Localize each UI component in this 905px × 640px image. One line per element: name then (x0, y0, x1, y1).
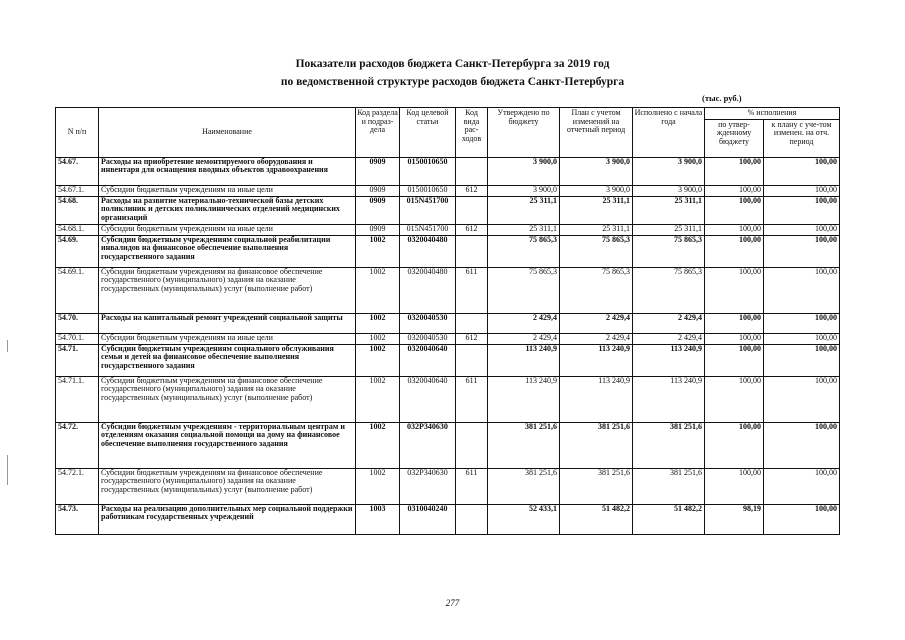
col-pct-group: % исполнения (705, 108, 840, 120)
table-row (56, 422, 840, 468)
cell-plan: 3 900,0 (560, 185, 633, 196)
cell-pct1: 100,00 (705, 422, 764, 468)
cell-approved: 25 311,1 (488, 196, 560, 224)
cell-section: 1002 (356, 333, 400, 344)
cell-target: 032P340630 (400, 422, 456, 468)
cell-pct1: 100,00 (705, 196, 764, 224)
cell-approved: 3 900,0 (488, 185, 560, 196)
table-row (56, 224, 840, 235)
cell-executed: 3 900,0 (633, 185, 705, 196)
cell-approved: 52 433,1 (488, 504, 560, 534)
cell-pct2: 100,00 (764, 157, 840, 185)
cell-name: Субсидии бюджетным учреждениям социальной реабилитации инвалидов на финансовое обеспечение выполнения государственного задания (99, 235, 356, 267)
cell-target: 0320040530 (400, 333, 456, 344)
col-section: Код раздела и подраз-дела (356, 108, 400, 158)
cell-target: 0150010650 (400, 157, 456, 185)
cell-executed: 113 240,9 (633, 376, 705, 422)
cell-pct1: 100,00 (705, 313, 764, 333)
cell-target: 0320040640 (400, 376, 456, 422)
col-pct-approved: по утвер-жденному бюджету (705, 119, 764, 157)
cell-kind: 611 (456, 376, 488, 422)
cell-pct2: 100,00 (764, 267, 840, 313)
cell-plan: 113 240,9 (560, 376, 633, 422)
cell-name: Субсидии бюджетным учреждениям на финансовое обеспечение государственного (муниципального) задания на оказание государственных (муниципальных) услуг (выполнение работ) (99, 267, 356, 313)
cell-section: 1002 (356, 422, 400, 468)
table-header (56, 108, 840, 158)
cell-kind: 612 (456, 185, 488, 196)
col-kind: Код вида рас-ходов (456, 108, 488, 158)
cell-num: 54.70.1. (56, 333, 99, 344)
cell-approved: 381 251,6 (488, 422, 560, 468)
table-row (56, 185, 840, 196)
cell-name: Субсидии бюджетным учреждениям социального обслуживания семьи и детей на финансовое обеспечение выполнения государственного задания (99, 344, 356, 376)
margin-mark (7, 455, 8, 485)
cell-num: 54.72.1. (56, 468, 99, 504)
cell-pct2: 100,00 (764, 196, 840, 224)
cell-target: 0320040530 (400, 313, 456, 333)
cell-plan: 51 482,2 (560, 504, 633, 534)
cell-num: 54.71. (56, 344, 99, 376)
expenditure-table (55, 107, 840, 535)
page-number: 277 (445, 598, 460, 608)
cell-target: 032P340630 (400, 468, 456, 504)
cell-pct2: 100,00 (764, 344, 840, 376)
cell-approved: 113 240,9 (488, 376, 560, 422)
cell-target: 0320040640 (400, 344, 456, 376)
table-row (56, 468, 840, 504)
cell-executed: 25 311,1 (633, 224, 705, 235)
table-row (56, 313, 840, 333)
cell-executed: 25 311,1 (633, 196, 705, 224)
cell-pct2: 100,00 (764, 422, 840, 468)
cell-kind (456, 313, 488, 333)
cell-section: 1002 (356, 468, 400, 504)
cell-approved: 3 900,0 (488, 157, 560, 185)
cell-num: 54.73. (56, 504, 99, 534)
cell-kind (456, 344, 488, 376)
cell-approved: 2 429,4 (488, 313, 560, 333)
col-approved: Утверждено по бюджету (488, 108, 560, 158)
cell-executed: 2 429,4 (633, 313, 705, 333)
cell-pct1: 100,00 (705, 185, 764, 196)
cell-kind: 611 (456, 267, 488, 313)
cell-executed: 381 251,6 (633, 422, 705, 468)
cell-section: 1003 (356, 504, 400, 534)
cell-name: Расходы на капитальный ремонт учреждений социальной защиты (99, 313, 356, 333)
cell-num: 54.69. (56, 235, 99, 267)
table-row (56, 504, 840, 534)
cell-name: Субсидии бюджетным учреждениям - территориальным центрам и отделениям оказания социальной помощи на дому на финансовое обеспечение выполнения государственного задания (99, 422, 356, 468)
cell-target: 0320040480 (400, 235, 456, 267)
cell-target: 0150010650 (400, 185, 456, 196)
margin-mark (7, 340, 8, 352)
cell-section: 0909 (356, 157, 400, 185)
cell-section: 1002 (356, 376, 400, 422)
cell-target: 0310040240 (400, 504, 456, 534)
cell-plan: 25 311,1 (560, 196, 633, 224)
cell-pct1: 100,00 (705, 157, 764, 185)
cell-pct1: 100,00 (705, 333, 764, 344)
cell-pct2: 100,00 (764, 185, 840, 196)
cell-num: 54.68. (56, 196, 99, 224)
cell-num: 54.67.1. (56, 185, 99, 196)
col-plan: План с учетом изменений на отчетный период (560, 108, 633, 158)
cell-approved: 381 251,6 (488, 468, 560, 504)
cell-kind (456, 235, 488, 267)
cell-kind (456, 196, 488, 224)
units-label: (тыс. руб.) (702, 93, 742, 103)
cell-plan: 75 865,3 (560, 267, 633, 313)
cell-name: Субсидии бюджетным учреждениям на финансовое обеспечение государственного (муниципального) задания на оказание государственных (муниципальных) услуг (выполнение работ) (99, 468, 356, 504)
cell-pct1: 100,00 (705, 376, 764, 422)
cell-executed: 381 251,6 (633, 468, 705, 504)
cell-plan: 2 429,4 (560, 313, 633, 333)
cell-kind: 612 (456, 224, 488, 235)
cell-pct2: 100,00 (764, 504, 840, 534)
cell-executed: 75 865,3 (633, 267, 705, 313)
cell-pct2: 100,00 (764, 224, 840, 235)
cell-name: Субсидии бюджетным учреждениям на иные цели (99, 333, 356, 344)
cell-target: 015N451700 (400, 196, 456, 224)
cell-section: 0909 (356, 185, 400, 196)
cell-name: Субсидии бюджетным учреждениям на иные цели (99, 185, 356, 196)
table-row (56, 376, 840, 422)
cell-approved: 25 311,1 (488, 224, 560, 235)
cell-num: 54.71.1. (56, 376, 99, 422)
cell-num: 54.68.1. (56, 224, 99, 235)
cell-kind: 611 (456, 468, 488, 504)
table-body (56, 157, 840, 534)
cell-section: 1002 (356, 313, 400, 333)
cell-executed: 51 482,2 (633, 504, 705, 534)
cell-approved: 75 865,3 (488, 235, 560, 267)
cell-plan: 381 251,6 (560, 422, 633, 468)
cell-section: 1002 (356, 267, 400, 313)
cell-plan: 113 240,9 (560, 344, 633, 376)
cell-pct1: 100,00 (705, 344, 764, 376)
cell-approved: 113 240,9 (488, 344, 560, 376)
table-row (56, 196, 840, 224)
cell-section: 1002 (356, 344, 400, 376)
cell-pct2: 100,00 (764, 333, 840, 344)
cell-pct2: 100,00 (764, 235, 840, 267)
col-name: Наименование (99, 108, 356, 158)
cell-section: 0909 (356, 224, 400, 235)
cell-num: 54.70. (56, 313, 99, 333)
cell-kind: 612 (456, 333, 488, 344)
cell-pct1: 100,00 (705, 224, 764, 235)
report-subtitle: по ведомственной структуре расходов бюджета Санкт-Петербурга (280, 76, 625, 88)
cell-approved: 2 429,4 (488, 333, 560, 344)
table-row (56, 267, 840, 313)
cell-approved: 75 865,3 (488, 267, 560, 313)
table-row (56, 344, 840, 376)
cell-pct1: 100,00 (705, 267, 764, 313)
cell-kind (456, 157, 488, 185)
table-row (56, 235, 840, 267)
cell-pct1: 98,19 (705, 504, 764, 534)
cell-plan: 381 251,6 (560, 468, 633, 504)
cell-pct2: 100,00 (764, 376, 840, 422)
col-target: Код целевой статьи (400, 108, 456, 158)
cell-pct1: 100,00 (705, 235, 764, 267)
col-pct-plan: к плану с уче-том изменен. на отч. период (764, 119, 840, 157)
cell-num: 54.72. (56, 422, 99, 468)
cell-name: Субсидии бюджетным учреждениям на финансовое обеспечение государственного (муниципального) задания на оказание государственных (муниципальных) услуг (выполнение работ) (99, 376, 356, 422)
cell-name: Расходы на развитие материально-технической базы детских поликлиник и детских поликлинических отделений медицинских организаций (99, 196, 356, 224)
cell-plan: 2 429,4 (560, 333, 633, 344)
cell-section: 1002 (356, 235, 400, 267)
cell-executed: 75 865,3 (633, 235, 705, 267)
cell-pct2: 100,00 (764, 468, 840, 504)
report-title: Показатели расходов бюджета Санкт-Петербурга за 2019 год (295, 58, 610, 70)
cell-executed: 3 900,0 (633, 157, 705, 185)
cell-plan: 3 900,0 (560, 157, 633, 185)
cell-name: Расходы на приобретение немонтируемого оборудования и инвентаря для оснащения вводных объектов здравоохранения (99, 157, 356, 185)
cell-target: 015N451700 (400, 224, 456, 235)
cell-plan: 25 311,1 (560, 224, 633, 235)
cell-kind (456, 504, 488, 534)
cell-pct2: 100,00 (764, 313, 840, 333)
table-row (56, 157, 840, 185)
col-num: N п/п (56, 108, 99, 158)
cell-kind (456, 422, 488, 468)
cell-num: 54.69.1. (56, 267, 99, 313)
cell-plan: 75 865,3 (560, 235, 633, 267)
cell-executed: 2 429,4 (633, 333, 705, 344)
cell-pct1: 100,00 (705, 468, 764, 504)
cell-target: 0320040480 (400, 267, 456, 313)
cell-executed: 113 240,9 (633, 344, 705, 376)
table-row (56, 333, 840, 344)
col-executed: Исполнено с начала года (633, 108, 705, 158)
cell-name: Субсидии бюджетным учреждениям на иные цели (99, 224, 356, 235)
cell-num: 54.67. (56, 157, 99, 185)
cell-section: 0909 (356, 196, 400, 224)
cell-name: Расходы на реализацию дополнительных мер социальной поддержки работникам государственных учреждений (99, 504, 356, 534)
